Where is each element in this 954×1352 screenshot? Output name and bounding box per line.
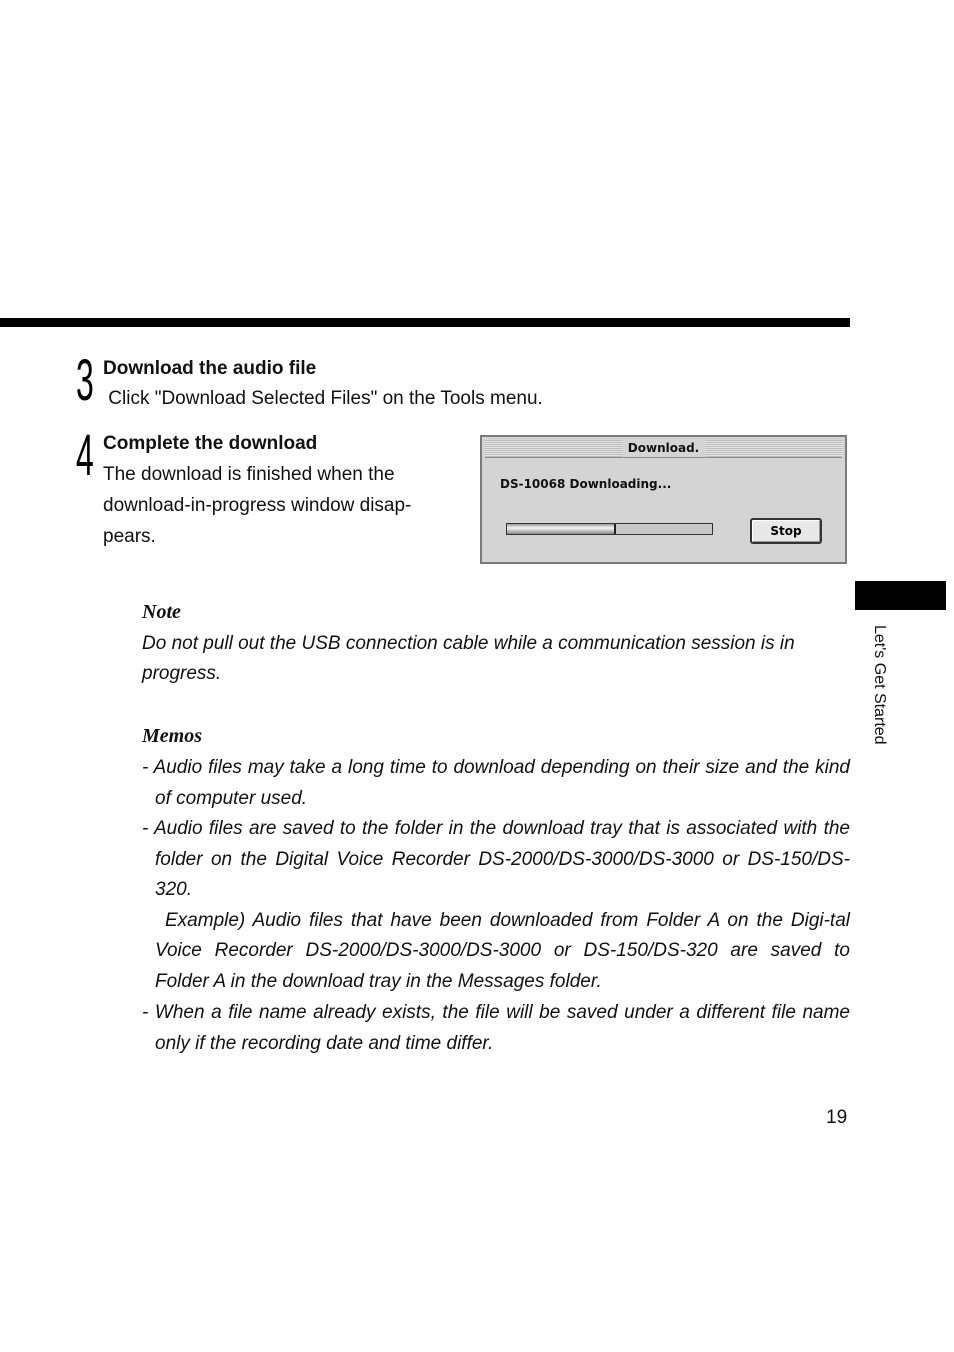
step-4-text-line-3: pears. [103, 526, 156, 547]
section-tab-label: Let's Get Started [871, 625, 888, 745]
note-line-2: progress. [142, 663, 222, 684]
memo-item-2 [142, 814, 850, 997]
memos-heading: Memos [142, 725, 202, 747]
memo-item-2-example: Example) Audio files that have been downloaded from Folder A on the Digi-tal Voice Recorder DS-2000/DS-3000/DS-3000 or DS-150/DS-320 are saved to Folder A in the download tray in the Messages folder. [155, 909, 850, 992]
page-number: 19 [826, 1107, 848, 1128]
memo-item-1 [142, 753, 850, 814]
memo-item-2-text: - Audio files are saved to the folder in the download tray that is associated with the folder on the Digital Voice Recorder DS-2000/DS-3000/DS-3000 or DS-150/DS-320. [142, 818, 850, 900]
section-rule [0, 318, 850, 327]
note-line-1: Do not pull out the USB connection cable while a communication session is in [142, 633, 795, 654]
step-4-text-line-2: download-in-progress window disap- [103, 495, 412, 516]
dialog-title: Download. [622, 440, 705, 457]
note-heading: Note [142, 601, 181, 623]
memo-item-3 [142, 998, 850, 1059]
step-4-title: Complete the download [103, 433, 318, 454]
dialog-titlebar[interactable] [485, 440, 842, 458]
download-progress-bar [506, 523, 713, 535]
step-4-number: 4 [76, 423, 94, 488]
memo-item-1-text: - Audio files may take a long time to download depending on their size and the kind of computer used. [142, 757, 850, 809]
step-3-title: Download the audio file [103, 358, 317, 379]
section-tab-marker [855, 581, 946, 610]
step-3-text: Click "Download Selected Files" on the Tools menu. [103, 388, 543, 409]
dialog-status-message: DS-10068 Downloading... [500, 477, 672, 491]
step-3-number: 3 [76, 348, 94, 413]
memo-item-3-text: - When a file name already exists, the file will be saved under a different file name only if the recording date and time differ. [142, 1002, 850, 1054]
download-dialog [480, 435, 847, 564]
step-4-text-line-1: The download is finished when the [103, 464, 395, 485]
stop-button[interactable]: Stop [750, 518, 822, 544]
download-progress-fill [507, 524, 616, 534]
